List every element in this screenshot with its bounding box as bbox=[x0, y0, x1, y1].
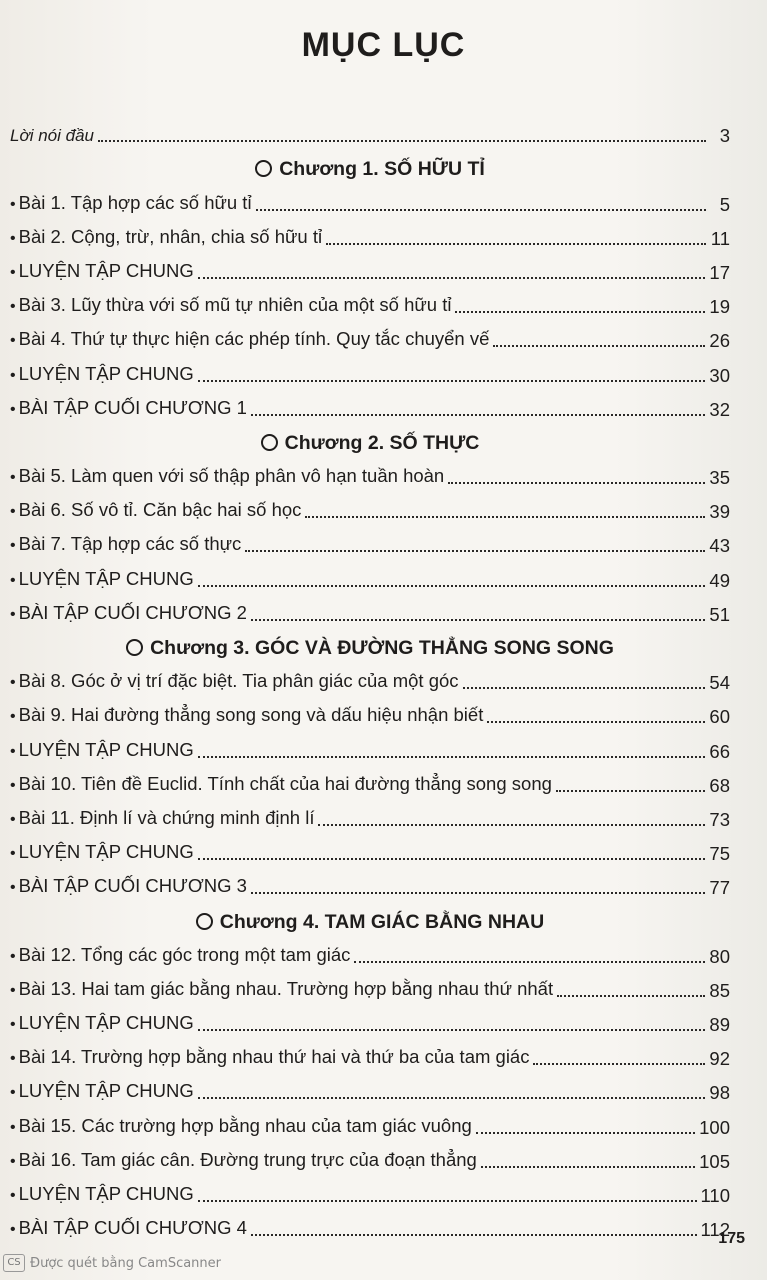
dot-leader bbox=[198, 858, 706, 860]
toc-entry-page: 112 bbox=[700, 1219, 730, 1241]
circle-icon bbox=[196, 913, 213, 930]
toc-entry-page: 5 bbox=[719, 193, 730, 215]
chapter-title: Chương 4. TAM GIÁC BẰNG NHAU bbox=[219, 910, 545, 933]
toc-entry bbox=[10, 249, 730, 283]
dot-leader bbox=[198, 1200, 697, 1202]
table-of-contents bbox=[10, 112, 730, 1240]
toc-entry bbox=[10, 556, 730, 590]
toc-entry-label: • Bài 7. Tập hợp các số thực bbox=[10, 534, 241, 556]
dot-leader bbox=[256, 209, 706, 211]
dot-leader bbox=[448, 482, 705, 484]
dot-leader bbox=[305, 516, 705, 518]
toc-entry-label: • LUYỆN TẬP CHUNG bbox=[10, 569, 194, 591]
toc-entry-label: • LUYỆN TẬP CHUNG bbox=[10, 1081, 194, 1103]
toc-entry-page: 35 bbox=[709, 467, 730, 489]
toc-entry bbox=[10, 1001, 730, 1035]
page-title: MỤC LỤC bbox=[301, 26, 466, 64]
toc-entry bbox=[10, 864, 730, 898]
dot-leader bbox=[198, 277, 706, 279]
toc-entry-page: 77 bbox=[709, 877, 730, 899]
toc-entry bbox=[10, 522, 730, 556]
toc-entry bbox=[10, 591, 730, 625]
toc-entry bbox=[10, 659, 730, 693]
dot-leader bbox=[481, 1166, 695, 1168]
toc-entry bbox=[10, 317, 730, 351]
toc-entry-label: • LUYỆN TẬP CHUNG bbox=[10, 364, 194, 386]
toc-entry-page: 11 bbox=[710, 227, 730, 249]
toc-entry bbox=[10, 727, 730, 761]
dot-leader bbox=[198, 1097, 706, 1099]
dot-leader bbox=[251, 1234, 697, 1236]
toc-entry-label: • Bài 14. Trường hợp bằng nhau thứ hai và thứ ba của tam giác bbox=[10, 1047, 529, 1069]
toc-entry-label: • BÀI TẬP CUỐI CHƯƠNG 3 bbox=[10, 876, 247, 898]
dot-leader bbox=[318, 824, 705, 826]
toc-entry-label: • LUYỆN TẬP CHUNG bbox=[10, 740, 194, 762]
toc-entry bbox=[10, 1172, 730, 1206]
chapter-title: Chương 3. GÓC VÀ ĐƯỜNG THẲNG SONG SONG bbox=[150, 637, 614, 659]
toc-entry-label: • Bài 11. Định lí và chứng minh định lí bbox=[10, 808, 314, 830]
dot-leader bbox=[251, 892, 705, 894]
toc-entry-label: • LUYỆN TẬP CHUNG bbox=[10, 261, 194, 283]
toc-entry-label: • Bài 12. Tổng các góc trong một tam giác bbox=[10, 945, 350, 967]
toc-entry-label: • Bài 6. Số vô tỉ. Căn bậc hai số học bbox=[10, 500, 301, 522]
toc-entry-label: • BÀI TẬP CUỐI CHƯƠNG 1 bbox=[10, 398, 247, 420]
toc-entry-page: 3 bbox=[719, 125, 730, 147]
toc-entry bbox=[10, 283, 730, 317]
toc-entry-label: • Bài 3. Lũy thừa với số mũ tự nhiên của một số hữu tỉ bbox=[10, 295, 451, 317]
dot-leader bbox=[198, 1029, 706, 1031]
circle-icon bbox=[255, 160, 272, 177]
toc-entry bbox=[10, 386, 730, 420]
toc-entry-page: 60 bbox=[709, 706, 730, 728]
dot-leader bbox=[198, 756, 706, 758]
camscanner-watermark bbox=[0, 1252, 221, 1274]
toc-entry-label: • LUYỆN TẬP CHUNG bbox=[10, 1184, 194, 1206]
toc-entry-page: 85 bbox=[709, 979, 730, 1001]
toc-entry bbox=[10, 1138, 730, 1172]
chapter-heading bbox=[10, 898, 730, 932]
toc-entry bbox=[10, 933, 730, 967]
dot-leader bbox=[455, 311, 705, 313]
toc-entry-page: 89 bbox=[709, 1014, 730, 1036]
toc-entry-label: • Bài 9. Hai đường thẳng song song và dấu hiệu nhận biết bbox=[10, 705, 483, 727]
chapter-heading bbox=[10, 625, 730, 659]
toc-entry-page: 43 bbox=[709, 535, 730, 557]
dot-leader bbox=[198, 585, 706, 587]
toc-entry-page: 98 bbox=[709, 1082, 730, 1104]
chapter-title: Chương 1. SỐ HỮU TỈ bbox=[279, 158, 485, 181]
toc-entry-label: • BÀI TẬP CUỐI CHƯƠNG 4 bbox=[10, 1218, 247, 1240]
toc-entry-label: • Bài 10. Tiên đề Euclid. Tính chất của hai đường thẳng song song bbox=[10, 774, 552, 796]
toc-entry-label: • Bài 13. Hai tam giác bằng nhau. Trường hợp bằng nhau thứ nhất bbox=[10, 979, 553, 1001]
toc-entry-page: 32 bbox=[709, 398, 730, 420]
toc-entry-label: Lời nói đầu bbox=[10, 126, 95, 146]
toc-entry bbox=[10, 1206, 730, 1240]
toc-entry bbox=[10, 488, 730, 522]
toc-entry bbox=[10, 215, 730, 249]
toc-entry bbox=[10, 762, 730, 796]
toc-entry-page: 105 bbox=[699, 1150, 730, 1172]
toc-entry-page: 26 bbox=[709, 330, 730, 352]
toc-entry-page: 39 bbox=[709, 501, 730, 523]
toc-entry-page: 73 bbox=[709, 808, 730, 830]
toc-entry-label: • LUYỆN TẬP CHUNG bbox=[10, 1013, 194, 1035]
toc-entry bbox=[10, 454, 730, 488]
toc-entry bbox=[10, 693, 730, 727]
toc-entry bbox=[10, 1103, 730, 1137]
toc-entry-page: 30 bbox=[709, 364, 730, 386]
toc-entry bbox=[10, 351, 730, 385]
toc-entry bbox=[10, 830, 730, 864]
toc-entry bbox=[10, 1035, 730, 1069]
toc-entry-page: 80 bbox=[709, 945, 730, 967]
toc-intro-entry bbox=[10, 112, 730, 146]
dot-leader bbox=[98, 140, 706, 142]
chapter-title: Chương 2. SỐ THỰC bbox=[284, 431, 480, 454]
page-number: 175 bbox=[718, 1230, 745, 1247]
dot-leader bbox=[251, 414, 705, 416]
dot-leader bbox=[251, 619, 705, 621]
toc-entry bbox=[10, 967, 730, 1001]
toc-entry-page: 17 bbox=[709, 261, 730, 283]
circle-icon bbox=[261, 434, 278, 451]
toc-entry bbox=[10, 796, 730, 830]
toc-entry-page: 92 bbox=[709, 1048, 730, 1070]
toc-entry-page: 68 bbox=[709, 774, 730, 796]
dot-leader bbox=[198, 380, 706, 382]
dot-leader bbox=[556, 790, 706, 792]
dot-leader bbox=[326, 243, 706, 245]
dot-leader bbox=[245, 550, 705, 552]
circle-icon bbox=[126, 639, 143, 656]
dot-leader bbox=[487, 721, 705, 723]
toc-entry-label: • BÀI TẬP CUỐI CHƯƠNG 2 bbox=[10, 603, 247, 625]
toc-entry-page: 66 bbox=[709, 740, 730, 762]
dot-leader bbox=[476, 1132, 695, 1134]
toc-entry-label: • Bài 16. Tam giác cân. Đường trung trực của đoạn thẳng bbox=[10, 1150, 477, 1172]
dot-leader bbox=[557, 995, 705, 997]
camscanner-icon: CS bbox=[3, 1254, 25, 1272]
toc-entry-page: 49 bbox=[709, 569, 730, 591]
toc-entry-page: 100 bbox=[699, 1116, 730, 1138]
toc-entry-label: • Bài 5. Làm quen với số thập phân vô hạn tuần hoàn bbox=[10, 466, 444, 488]
toc-entry-label: • LUYỆN TẬP CHUNG bbox=[10, 842, 194, 864]
toc-entry-page: 19 bbox=[709, 296, 730, 318]
toc-entry-page: 75 bbox=[709, 843, 730, 865]
chapter-heading bbox=[10, 420, 730, 454]
toc-entry-page: 54 bbox=[709, 672, 730, 694]
toc-entry bbox=[10, 180, 730, 214]
dot-leader bbox=[463, 687, 706, 689]
toc-entry-label: • Bài 2. Cộng, trừ, nhân, chia số hữu tỉ bbox=[10, 227, 322, 249]
dot-leader bbox=[354, 961, 705, 963]
toc-entry-label: • Bài 15. Các trường hợp bằng nhau của tam giác vuông bbox=[10, 1116, 472, 1138]
toc-entry-page: 51 bbox=[709, 603, 730, 625]
watermark-text: Được quét bằng CamScanner bbox=[30, 1255, 222, 1271]
toc-entry-label: • Bài 1. Tập hợp các số hữu tỉ bbox=[10, 193, 252, 215]
dot-leader bbox=[533, 1063, 705, 1065]
dot-leader bbox=[493, 345, 705, 347]
chapter-heading bbox=[10, 146, 730, 180]
toc-entry bbox=[10, 1069, 730, 1103]
toc-entry-page: 110 bbox=[700, 1185, 730, 1206]
toc-entry-label: • Bài 8. Góc ở vị trí đặc biệt. Tia phân giác của một góc bbox=[10, 671, 459, 693]
toc-entry-label: • Bài 4. Thứ tự thực hiện các phép tính. Quy tắc chuyển vế bbox=[10, 329, 489, 351]
